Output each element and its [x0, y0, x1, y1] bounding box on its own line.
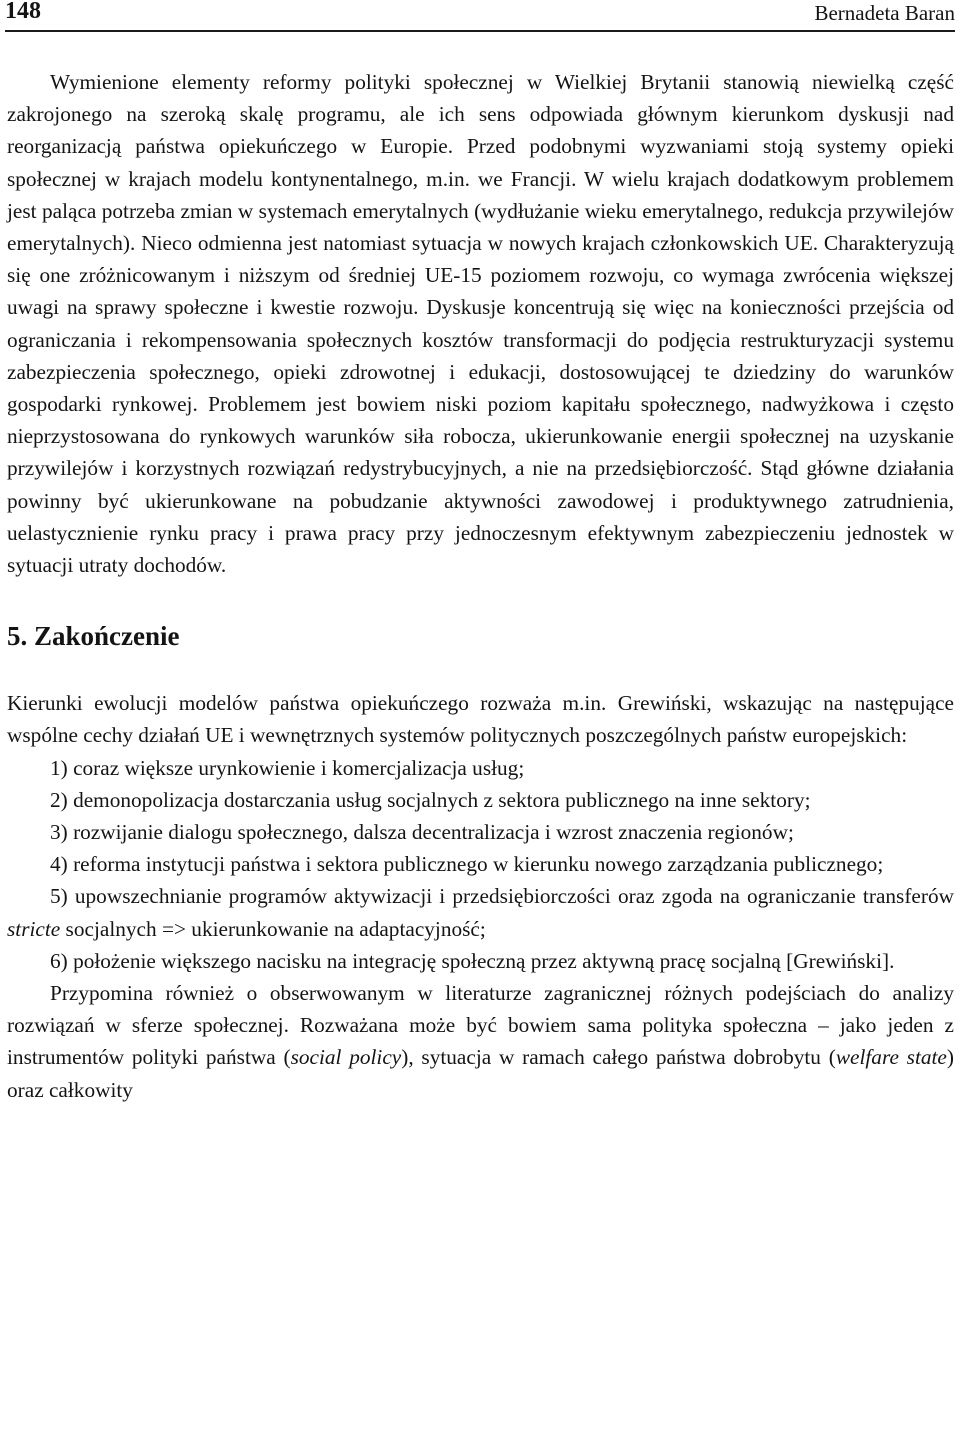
italic-term-social-policy: social policy — [290, 1045, 402, 1070]
page-number: 148 — [5, 0, 41, 24]
list-item-5-text-end: socjalnych => ukierunkowanie na adaptacyjność; — [60, 916, 486, 941]
italic-term-welfare-state: welfare state — [835, 1045, 947, 1070]
paragraph-text-middle: ), sytuacja w ramach całego państwa dobrobytu ( — [401, 1045, 836, 1070]
list-item-5-italic-term: stricte — [7, 916, 61, 941]
page-body — [7, 66, 954, 1106]
page-header — [5, 0, 955, 32]
paragraph-analysis-approaches — [7, 977, 954, 1106]
paragraph-text: Wymienione elementy reformy polityki społecznej w Wielkiej Brytanii stanowią niewielką część zakrojonego na szeroką skalę programu, ale ich sens odpowiada głównym kierunkom dyskusji nad reorganizacją państwa opiekuńczego w Europie. Przed podobnymi wyzwaniami stoją systemy opieki społecznej w krajach modelu kontynentalnego, m.in. we Francji. W wielu krajach dodatkowym problemem jest paląca potrzeba zmian w systemach emerytalnych (wydłużanie wieku emerytalnego, redukcja przywilejów emerytalnych). Nieco odmienna jest natomiast sytuacja w nowych krajach członkowskich UE. Charakteryzują się one zróżnicowanym i niższym od średniej UE-15 poziomem rozwoju, co wymaga zwrócenia większej uwagi na sprawy społeczne i kwestie rozwoju. Dyskusje koncentrują się więc na konieczności przejścia od ograniczania i rekompensowania społecznych kosztów transformacji do podjęcia restrukturyzacji systemu zabezpieczenia społecznego, opieki zdrowotnej i edukacji, dostosowującej te dziedziny do warunków gospodarki rynkowej. Problemem jest bowiem niski poziom kapitału społecznego, nadwyżkowa i często nieprzystosowana do rynkowych warunków siła robocza, ukierunkowanie energii społecznej na uzyskanie przywilejów i korzystnych rozwiązań redystrybucyjnych, a nie na przedsiębiorczość. Stąd główne działania powinny być ukierunkowane na pobudzanie aktywności zawodowej i produktywnego zatrudnienia, uelastycznienie rynku pracy i prawa pracy przy jednoczesnym efektywnym zabezpieczeniu jednostek w sytuacji utraty dochodów. — [7, 70, 954, 578]
list-item-5-text-start: 5) upowszechnianie programów aktywizacji i przedsiębiorczości oraz zgoda na ograniczanie transferów — [50, 884, 954, 909]
list-item-6: 6) położenie większego nacisku na integrację społeczną przez aktywną pracę socjalną [Grewiński]. — [50, 948, 895, 973]
running-head-author: Bernadeta Baran — [814, 1, 955, 25]
list-item-2: 2) demonopolizacja dostarczania usług socjalnych z sektora publicznego na inne sektory; — [50, 787, 811, 812]
paragraph-reform-discussion — [7, 66, 954, 581]
paragraph-text-end: ) oraz całkowity — [7, 1045, 954, 1102]
list-item-5 — [7, 880, 954, 944]
paragraph-welfare-evolution: Kierunki ewolucji modelów państwa opiekuńczego rozważa m.in. Grewiński, wskazując na następujące wspólne cechy działań UE i wewnętrznych systemów politycznych poszczególnych państw europejskich: — [7, 691, 954, 748]
list-item-4: 4) reforma instytucji państwa i sektora publicznego w kierunku nowego zarządzania publicznego; — [50, 852, 884, 877]
paragraph-text-start: Przypomina również o obserwowanym w literaturze zagranicznej różnych podejściach do analizy rozwiązań w sferze społecznej. Rozważana może być bowiem sama polityka społeczna – jako jeden z instrumentów polityki państwa ( — [7, 981, 954, 1070]
list-item-3: 3) rozwijanie dialogu społecznego, dalsza decentralizacja i wzrost znaczenia regionów; — [50, 820, 794, 845]
section-heading: 5. Zakończenie — [7, 621, 180, 652]
list-item-1: 1) coraz większe urynkowienie i komercjalizacja usług; — [50, 755, 525, 780]
